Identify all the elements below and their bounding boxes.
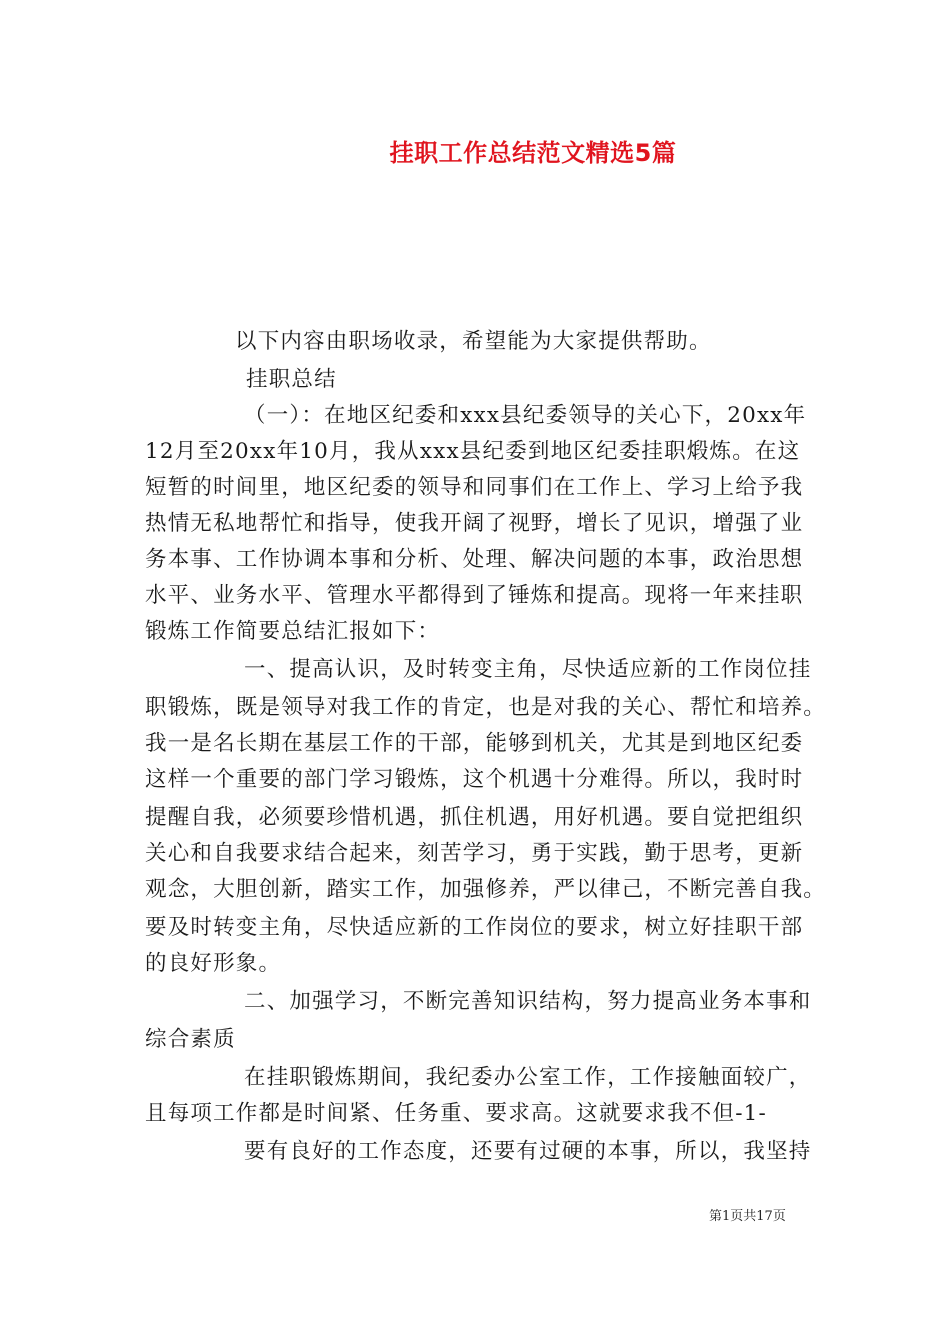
paragraph-line: 水平、业务水平、管理水平都得到了锤炼和提高。现将一年来挂职	[145, 583, 804, 608]
paragraph-line: 12月至20xx年10月，我从xxx县纪委到地区纪委挂职煅炼。在这	[145, 439, 801, 464]
section-heading: 挂职总结	[246, 367, 337, 392]
paragraph-line: 综合素质	[145, 1027, 236, 1052]
paragraph-line: 热情无私地帮忙和指导，使我开阔了视野，增长了见识，增强了业	[145, 511, 804, 536]
paragraph-line: 二、加强学习，不断完善知识结构，努力提高业务本事和	[244, 989, 812, 1014]
paragraph-line: 职锻炼，既是领导对我工作的肯定，也是对我的关心、帮忙和培养。	[145, 695, 827, 720]
paragraph-line: 观念，大胆创新，踏实工作，加强修养，严以律己，不断完善自我。	[145, 877, 827, 902]
paragraph-line: 在挂职锻炼期间，我纪委办公室工作，工作接触面较广，	[244, 1065, 812, 1090]
paragraph-line: 的良好形象。	[145, 951, 282, 976]
paragraph-line: 一、提高认识，及时转变主角，尽快适应新的工作岗位挂	[244, 657, 812, 682]
paragraph-line: 要及时转变主角，尽快适应新的工作岗位的要求，树立好挂职干部	[145, 915, 804, 940]
paragraph-line: 关心和自我要求结合起来，刻苦学习，勇于实践，勤于思考，更新	[145, 841, 804, 866]
document-title: 挂职工作总结范文精选5篇	[389, 139, 677, 167]
paragraph-line: 要有良好的工作态度，还要有过硬的本事，所以，我坚持	[244, 1139, 812, 1164]
paragraph-line: 务本事、工作协调本事和分析、处理、解决问题的本事，政治思想	[145, 547, 804, 572]
paragraph-line: 我一是名长期在基层工作的干部，能够到机关，尤其是到地区纪委	[145, 731, 804, 756]
paragraph-line: 锻炼工作简要总结汇报如下：	[145, 619, 441, 644]
paragraph-line: 且每项工作都是时间紧、任务重、要求高。这就要求我不但-1-	[145, 1101, 768, 1126]
intro-line: 以下内容由职场收录，希望能为大家提供帮助。	[235, 329, 712, 354]
paragraph-line: （一）：在地区纪委和xxx县纪委领导的关心下，20xx年	[244, 403, 807, 428]
page-footer: 第1页共17页	[709, 1209, 786, 1224]
paragraph-line: 这样一个重要的部门学习锻炼，这个机遇十分难得。所以，我时时	[145, 767, 804, 792]
paragraph-line: 短暂的时间里，地区纪委的领导和同事们在工作上、学习上给予我	[145, 475, 804, 500]
paragraph-line: 提醒自我，必须要珍惜机遇，抓住机遇，用好机遇。要自觉把组织	[145, 805, 804, 830]
